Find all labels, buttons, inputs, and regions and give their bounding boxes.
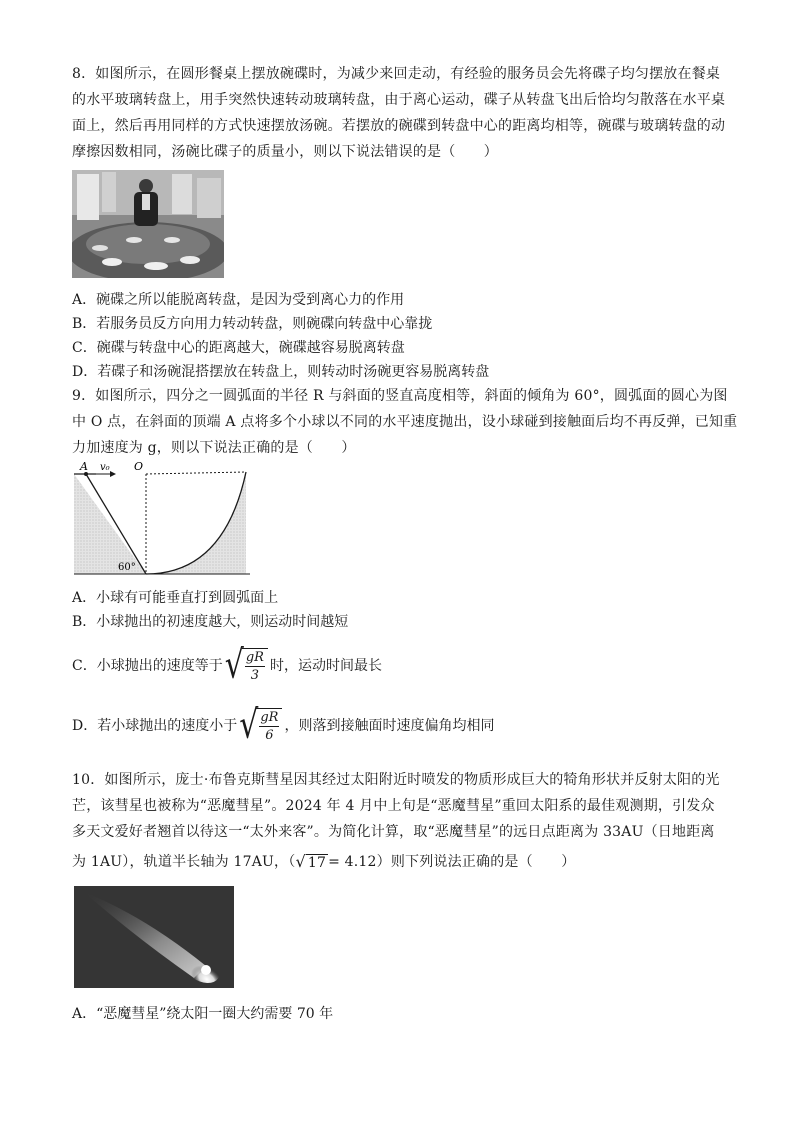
fraction xyxy=(256,708,282,744)
q10-option-a: A．“恶魔彗星”绕太阳一圈大约需要 70 年 xyxy=(72,1006,334,1022)
q8-option-a: A．碗碟之所以能脱离转盘，是因为受到离心力的作用 xyxy=(72,292,405,308)
q9-option-d-suffix: ，则落到接触面时速度偏角均相同 xyxy=(284,718,495,734)
q10-stem-line-4 xyxy=(72,852,575,872)
fraction-numerator: gR xyxy=(245,650,264,665)
restaurant-photo xyxy=(72,170,224,278)
q10-stem-line-1: 10．如图所示，庞士·布鲁克斯彗星因其经过太阳附近时喷发的物质形成巨大的犄角形状并反射太阳的光 xyxy=(72,772,720,788)
comet-photo xyxy=(74,886,234,988)
sqrt-argument: 17 xyxy=(307,854,327,871)
radical-sign: √ xyxy=(295,852,306,871)
figure-label-angle: 60° xyxy=(118,562,136,573)
q8-option-b: B．若服务员反方向用力转动转盘，则碗碟向转盘中心靠拢 xyxy=(72,316,433,332)
q8-stem-line-3: 面上，然后再用同样的方式快速摆放汤碗。若摆放的碗碟到转盘中心的距离均相等，碗碟与玻璃转盘的动 xyxy=(72,118,726,134)
q10-line4-prefix: 为 1AU），轨道半长轴为 17AU，（ xyxy=(72,854,296,870)
q9-stem-line-1: 9．如图所示，四分之一圆弧面的半径 R 与斜面的竖直高度相等，斜面的倾角为 60°，圆弧面的圆心为图 xyxy=(72,388,728,404)
incline-arc-figure xyxy=(74,462,254,580)
q9-option-d xyxy=(72,702,495,749)
q9-option-b: B．小球抛出的初速度越大，则运动时间越短 xyxy=(72,614,349,630)
sqrt-17 xyxy=(295,852,328,872)
sqrt-fraction xyxy=(239,702,282,749)
figure-label-o: O xyxy=(134,462,144,473)
q8-stem-line-1: 8．如图所示，在圆形餐桌上摆放碗碟时，为减少来回走动，有经验的服务员会先将碟子均匀摆放在餐桌 xyxy=(72,66,721,82)
q8-stem-line-4: 摩擦因数相同，汤碗比碟子的质量小，则以下说法错误的是（ ） xyxy=(72,144,498,160)
q10-stem-line-2: 芒，该彗星也被称为“恶魔彗星”。2024 年 4 月中上旬是“恶魔彗星”重回太阳系的最佳观测期，引发众 xyxy=(72,798,715,814)
fraction-denominator: 6 xyxy=(265,728,274,743)
radical-sign: √ xyxy=(224,642,244,689)
q10-stem-line-3: 多天文爱好者翘首以待这一“太外来客”。为简化计算，取“恶魔彗星”的远日点距离为 33AU（日地距离 xyxy=(72,824,715,840)
figure-label-v0: v₀ xyxy=(100,462,110,473)
q8-option-c: C．碗碟与转盘中心的距离越大，碗碟越容易脱离转盘 xyxy=(72,340,405,356)
q9-option-c-suffix: 时，运动时间最长 xyxy=(269,658,382,674)
q8-stem-line-2: 的水平玻璃转盘上，用手突然快速转动玻璃转盘，由于离心运动，碟子从转盘飞出后恰均匀散落在水平桌 xyxy=(72,92,726,108)
sqrt-fraction xyxy=(224,642,268,689)
figure-label-a: A xyxy=(80,462,88,473)
q9-option-c xyxy=(72,642,382,689)
radical-sign: √ xyxy=(239,702,259,749)
q9-stem-line-2: 中 O 点，在斜面的顶端 A 点将多个小球以不同的水平速度抛出，设小球碰到接触面后均不再反弹，已知重 xyxy=(72,414,738,430)
fraction-denominator: 3 xyxy=(250,668,260,683)
fraction-numerator: gR xyxy=(260,710,279,725)
q8-option-d: D．若碟子和汤碗混搭摆放在转盘上，则转动时汤碗更容易脱离转盘 xyxy=(72,364,490,380)
q9-stem-line-3: 力加速度为 g，则以下说法正确的是（ ） xyxy=(72,440,356,456)
q10-line4-suffix: = 4.12）则下列说法正确的是（ ） xyxy=(328,854,576,870)
q9-option-d-prefix: D．若小球抛出的速度小于 xyxy=(72,718,238,734)
fraction xyxy=(242,648,268,684)
q9-option-a: A．小球有可能垂直打到圆弧面上 xyxy=(72,590,279,606)
q9-option-c-prefix: C．小球抛出的速度等于 xyxy=(72,658,223,674)
